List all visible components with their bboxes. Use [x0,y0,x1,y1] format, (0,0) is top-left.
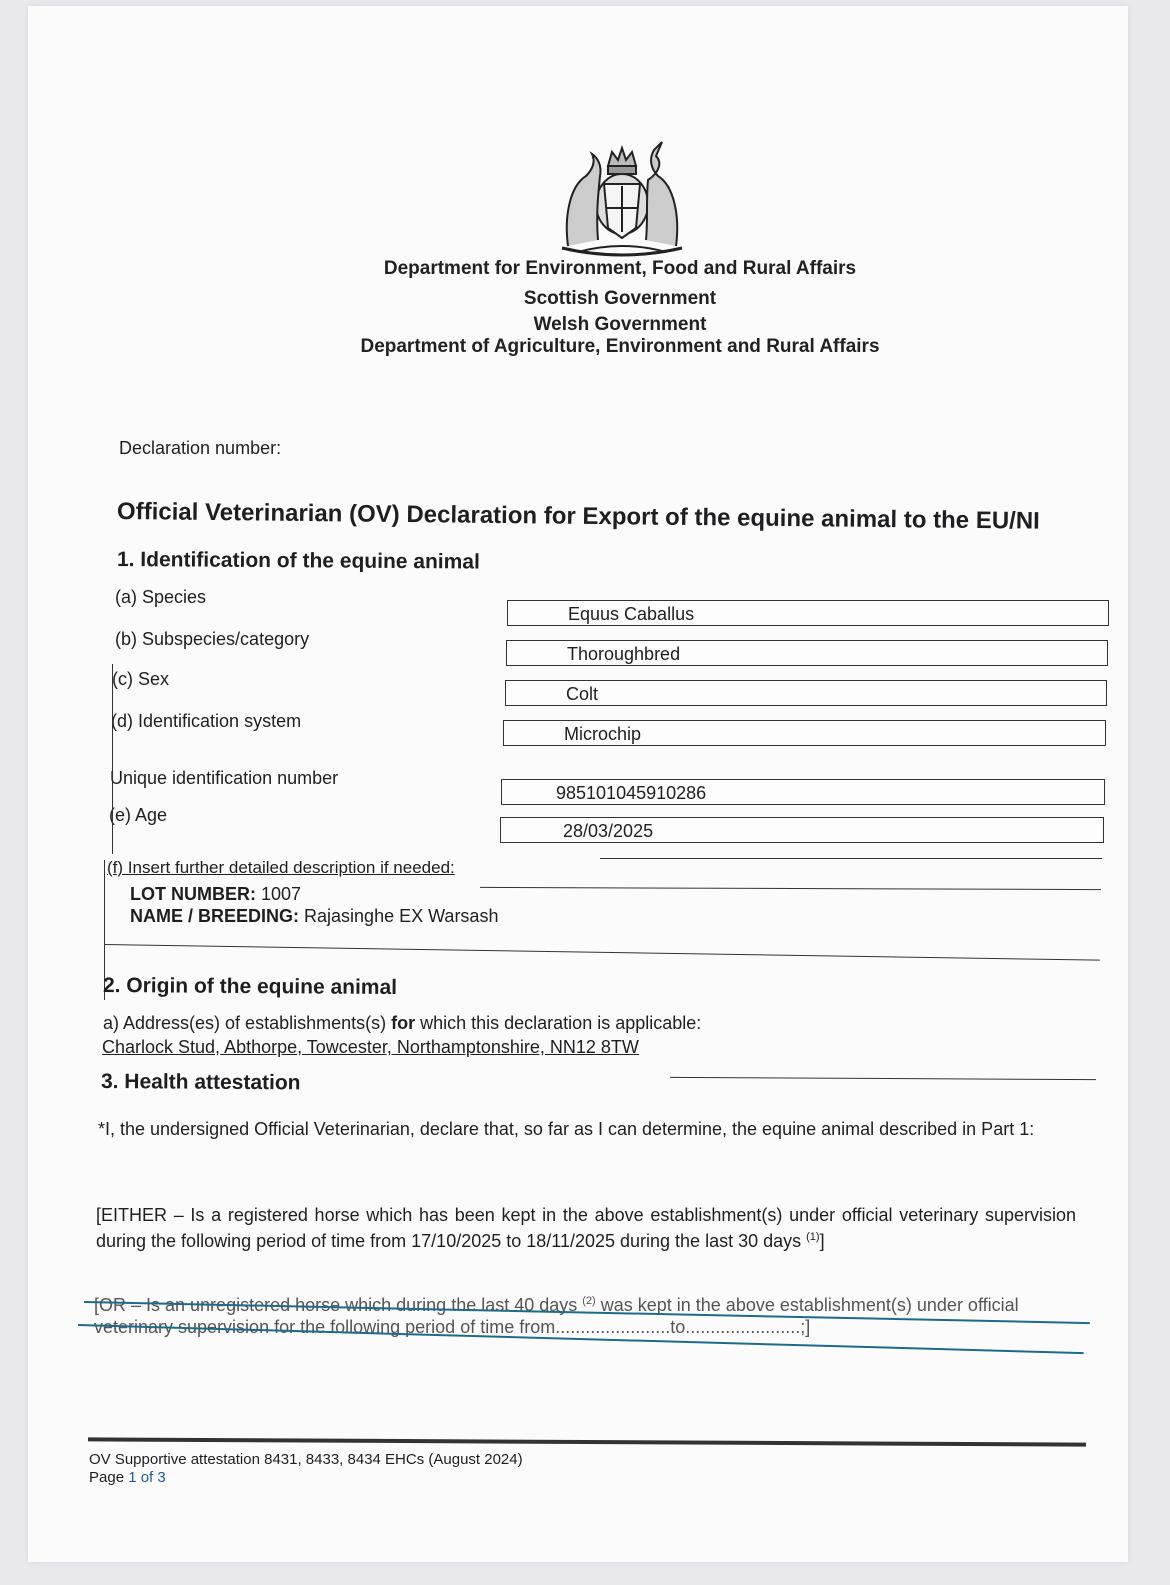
lot-number [130,884,301,905]
name-breeding-value: Rajasinghe EX Warsash [304,906,499,926]
or-footnote: (2) [582,1295,596,1307]
id-system-field[interactable]: Microchip [503,720,1106,746]
age-field[interactable]: 28/03/2025 [500,817,1104,843]
section2-heading: 2. Origin of the equine animal [102,974,398,1000]
royal-coat-of-arms-icon [548,136,696,262]
dept-daera: Department of Agriculture, Environment and Rural Affairs [360,336,880,357]
page-prefix: Page [89,1469,129,1486]
page-title: Official Veterinarian (OV) Declaration for Export of the equine animal to the EU/NI [116,498,1040,535]
or-line-1-text: [OR – Is an unregistered horse which during the last 40 days [94,1295,583,1315]
age-label: (e) Age [109,805,168,825]
page-of: of [136,1469,158,1486]
section1-left-rule [112,664,113,854]
establishment-address: Charlock Stud, Abthorpe, Towcester, Northamptonshire, NN12 8TW [102,1037,639,1057]
id-system-label: (d) Identification system [111,711,302,731]
address-instruction-prefix: a) Address(es) of establishments(s) [103,1013,392,1033]
either-end: ] [819,1231,825,1251]
health-intro: *I, the undersigned Official Veterinarian, declare that, so far as I can determine, the equine animal described in Part 1: [98,1119,1035,1139]
lot-number-value: 1007 [261,884,302,904]
address-instruction-bold: for [391,1013,416,1033]
section3-heading: 3. Health attestation [100,1070,301,1095]
or-line-2: veterinary supervision for the following period of time from.......................to.......................;] [94,1317,811,1337]
subspecies-field[interactable]: Thoroughbred [506,640,1108,666]
name-breeding [130,906,498,927]
address-instruction [103,1013,701,1034]
declaration-number-label: Declaration number: [119,438,282,458]
uin-label: Unique identification number [110,768,339,788]
species-field[interactable]: Equus Caballus [507,600,1109,626]
dept-defra: Department for Environment, Food and Rural Affairs [383,258,857,279]
further-description-label: (f) Insert further detailed description if needed: [107,858,455,877]
or-statement [94,1290,1084,1338]
or-line-1-end: was kept in the above establishment(s) under official [595,1295,1019,1315]
either-footnote: (1) [806,1231,820,1243]
dept-welsh-government: Welsh Government [533,314,707,335]
lot-number-label: LOT NUMBER: [130,884,256,904]
sex-field[interactable]: Colt [505,680,1107,706]
footer-attestation: OV Supportive attestation 8431, 8433, 8434 EHCs (August 2024) [89,1451,523,1468]
either-statement [96,1204,1076,1252]
sex-label: (c) Sex [112,669,170,689]
species-label: (a) Species [115,587,207,607]
page-number [89,1469,166,1486]
page-current: 1 [128,1469,137,1486]
dept-scottish-government: Scottish Government [523,288,717,309]
name-breeding-label: NAME / BREEDING: [130,906,300,926]
either-text: [EITHER – Is a registered horse which has been kept in the above establishment(s) under official veterinary supervision during the following period of time from 17/10/2025 to 18/11/2025 during the last 30 days [96,1205,1076,1251]
age-underline [600,858,1102,859]
address-instruction-suffix: which this declaration is applicable: [415,1013,702,1033]
subspecies-label: (b) Subspecies/category [115,629,310,649]
page-total: 3 [157,1469,166,1486]
uin-field[interactable]: 985101045910286 [501,779,1105,805]
section1-heading: 1. Identification of the equine animal [116,548,480,574]
